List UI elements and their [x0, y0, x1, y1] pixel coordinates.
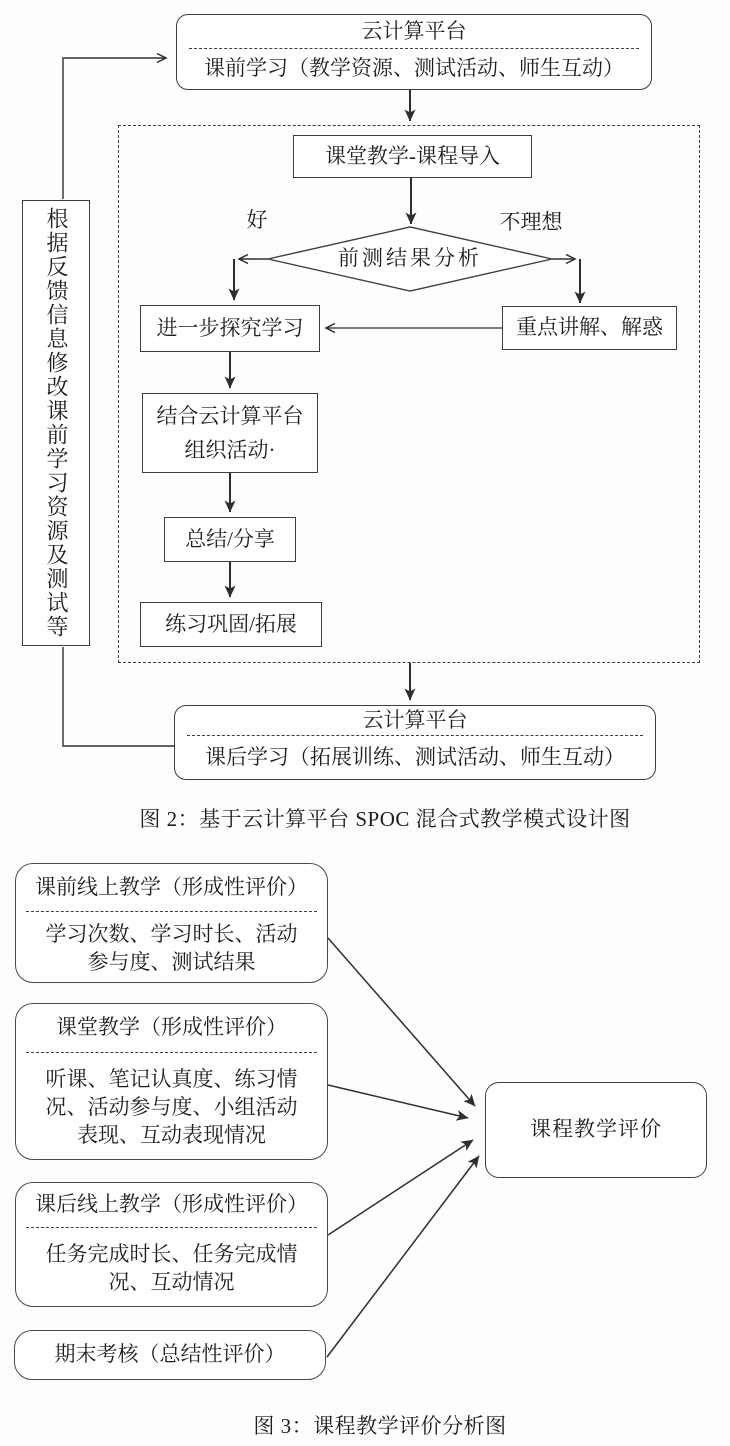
pretest-decision-label: 前测结果分析: [338, 246, 482, 270]
organize-line2: 组织活动·: [184, 438, 276, 462]
post-online-eval-box: [15, 1182, 328, 1307]
in-class-title: 课堂教学（形成性评价）: [56, 1015, 287, 1040]
branch-label-not-ideal: 不理想: [499, 210, 563, 234]
arrow-inclass-to-target: [328, 1085, 468, 1118]
arrow-postonline-to-target: [328, 1140, 473, 1235]
post-online-detail-line1: 任务完成时长、任务完成情: [45, 1242, 298, 1266]
figure2-caption: 图 2：基于云计算平台 SPOC 混合式教学模式设计图: [139, 807, 631, 831]
in-class-eval-box: [15, 1003, 328, 1160]
arrow-preonline-to-target: [328, 938, 475, 1106]
pre-class-platform-title: 云计算平台: [361, 18, 467, 43]
organize-activity-box: [142, 393, 318, 473]
post-online-title: 课后线上教学（形成性评价）: [35, 1192, 308, 1217]
key-explain-box: 重点讲解、解惑: [502, 306, 677, 350]
pre-online-detail-line1: 学习次数、学习时长、活动: [45, 922, 298, 946]
practice-expand-box: 练习巩固/拓展: [140, 602, 322, 647]
in-class-detail-line3: 表现、互动表现情况: [77, 1123, 266, 1147]
in-class-detail: [16, 1053, 327, 1159]
final-exam-eval-box: 期末考核（总结性评价）: [14, 1330, 326, 1380]
in-class-detail-line2: 况、活动参与度、小组活动: [45, 1095, 298, 1119]
feedback-note-box: 根据反馈信息修改课前学习资源及测试等: [22, 200, 90, 646]
pre-online-detail-line2: 参与度、测试结果: [87, 950, 256, 974]
figure3-caption: 图 3：课程教学评价分析图: [253, 1414, 507, 1438]
in-class-detail-line1: 听课、笔记认真度、练习情: [45, 1067, 298, 1091]
pre-class-platform-box: [176, 14, 652, 90]
post-class-platform-box: [174, 705, 656, 780]
post-class-platform-title: 云计算平台: [362, 707, 468, 732]
course-eval-target-box: 课程教学评价: [485, 1082, 707, 1178]
course-intro-box: 课堂教学-课程导入: [293, 135, 532, 178]
post-class-activity: 课后学习（拓展训练、测试活动、师生互动）: [205, 744, 625, 769]
branch-label-good: 好: [246, 208, 268, 232]
pre-online-eval-box: [15, 863, 328, 983]
post-online-detail: [16, 1228, 327, 1306]
post-online-detail-line2: 况、互动情况: [108, 1270, 235, 1294]
organize-line1: 结合云计算平台: [156, 404, 304, 428]
pre-class-activity: 课前学习（教学资源、测试活动、师生互动）: [204, 56, 624, 81]
pre-online-detail: [16, 912, 327, 982]
explore-learning-box: 进一步探究学习: [140, 305, 320, 352]
summary-share-box: 总结/分享: [164, 517, 296, 562]
pre-online-title: 课前线上教学（形成性评价）: [35, 874, 308, 899]
